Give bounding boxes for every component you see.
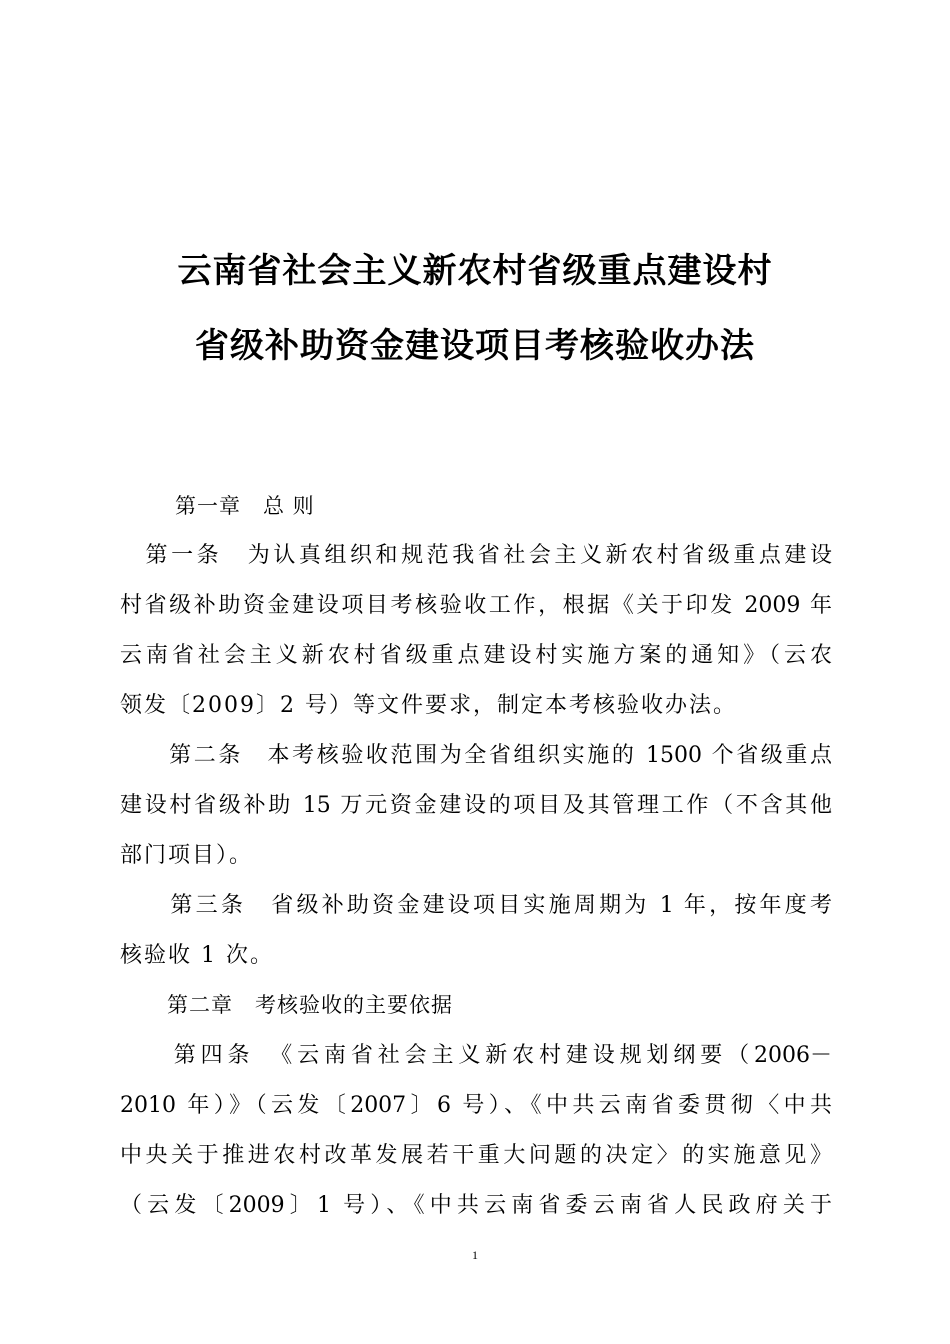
article-4-line-3: 中央关于推进农村改革发展若干重大问题的决定〉的实施意见》: [120, 1143, 832, 1168]
article-1-line-4: 领发〔2009〕2 号）等文件要求，制定本考核验收办法。: [120, 693, 737, 718]
document-title-line-1: 云南省社会主义新农村省级重点建设村: [177, 251, 773, 291]
chapter-2-heading: 第二章 考核验收的主要依据: [167, 993, 453, 1017]
article-2-line-1: 第二条 本考核验收范围为全省组织实施的 1500 个省级重点: [120, 743, 832, 768]
article-1-line-2: 村省级补助资金建设项目考核验收工作，根据《关于印发 2009 年: [120, 593, 832, 618]
article-3-line-2: 核验收 1 次。: [120, 943, 274, 968]
article-4-line-4: （云发〔2009〕1 号）、《中共云南省委云南省人民政府关于: [120, 1193, 832, 1218]
article-4-line-2: 2010 年）》（云发〔2007〕6 号）、《中共云南省委贯彻〈中共: [120, 1093, 832, 1118]
article-1-line-3: 云南省社会主义新农村省级重点建设村实施方案的通知》（云农: [120, 643, 832, 668]
chapter-1-heading: 第一章 总 则: [175, 494, 315, 518]
page-number: 1: [472, 1248, 478, 1262]
article-1-line-1: 第一条 为认真组织和规范我省社会主义新农村省级重点建设: [120, 543, 832, 568]
article-4-line-1: 第四条 《云南省社会主义新农村建设规划纲要（2006－: [120, 1043, 832, 1068]
article-2-line-3: 部门项目）。: [120, 843, 254, 868]
article-3-line-1: 第三条 省级补助资金建设项目实施周期为 1 年，按年度考: [120, 893, 832, 918]
article-2-line-2: 建设村省级补助 15 万元资金建设的项目及其管理工作（不含其他: [120, 793, 832, 818]
document-title-line-2: 省级补助资金建设项目考核验收办法: [195, 326, 755, 366]
